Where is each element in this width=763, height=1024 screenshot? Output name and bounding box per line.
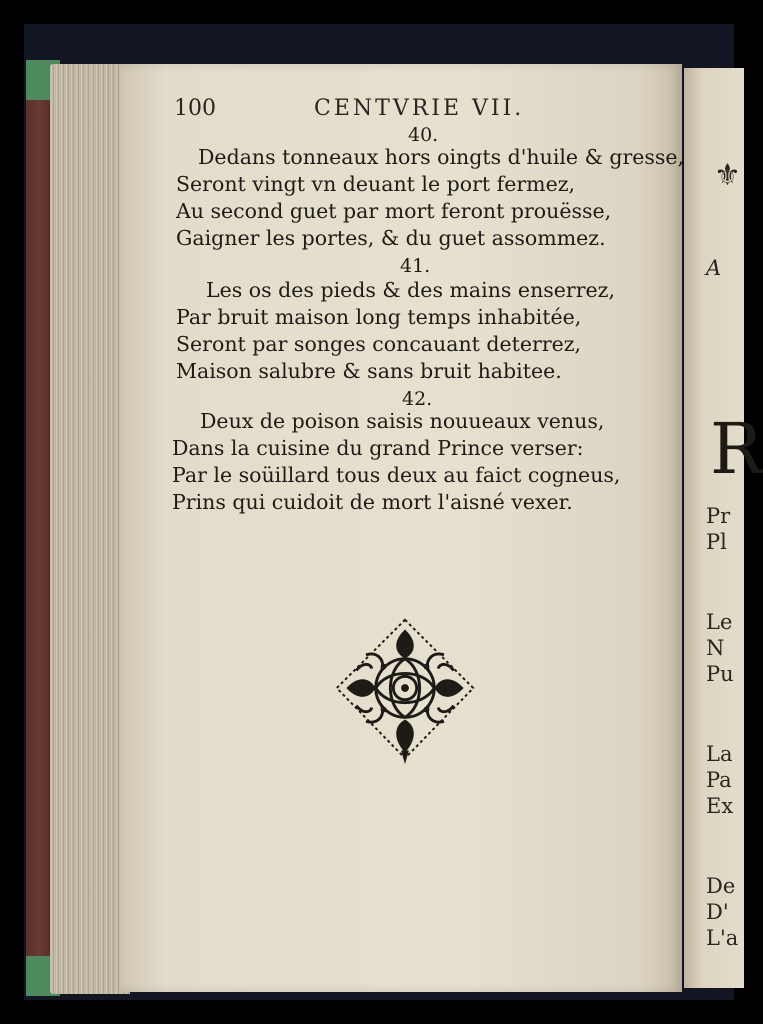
facing-page-fragment: Pa	[706, 768, 732, 792]
quatrain-number: 41.	[400, 255, 431, 277]
verse-line: Prins qui cuidoit de mort l'aisné vexer.	[172, 490, 573, 514]
facing-page-fragment: Pu	[706, 662, 734, 686]
quatrain-number: 40.	[408, 124, 439, 146]
facing-page-fragment: De	[706, 874, 736, 898]
verse-line: Deux de poison saisis nouueaux venus,	[200, 409, 605, 433]
facing-page-fragment: D'	[706, 900, 729, 924]
verse-line: Au second guet par mort feront prouësse,	[176, 199, 612, 223]
facing-page-fragment: N	[706, 636, 725, 660]
page-number: 100	[174, 96, 216, 121]
facing-page-fragment: La	[706, 742, 733, 766]
facing-page-fragment: Pl	[706, 530, 727, 554]
facing-page	[684, 68, 763, 988]
facing-page-fragment: Pr	[706, 504, 731, 528]
facing-page-drop-cap: R	[710, 408, 763, 490]
verse-line: Gaigner les portes, & du guet assommez.	[176, 226, 606, 250]
facing-page-fragment: A	[706, 256, 722, 280]
scanned-book-spread	[24, 24, 763, 1000]
verse-line: Par bruit maison long temps inhabitée,	[176, 305, 582, 329]
verse-line: Maison salubre & sans bruit habitee.	[176, 359, 562, 383]
verse-line: Dedans tonneaux hors oingts d'huile & gresse,	[198, 145, 685, 169]
verse-line: Seront par songes concauant deterrez,	[176, 332, 582, 356]
verse-line: Dans la cuisine du grand Prince verser:	[172, 436, 584, 460]
facing-page-fragment: Le	[706, 610, 733, 634]
verse-line: Seront vingt vn deuant le port fermez,	[176, 172, 576, 196]
chapter-title: CENTVRIE VII.	[314, 96, 525, 121]
verse-line: Par le soüillard tous deux au faict cogneus,	[172, 463, 621, 487]
quatrain-number: 42.	[402, 388, 433, 410]
page-edges	[50, 64, 130, 994]
facing-page-fleuron-icon: ⚜	[714, 158, 741, 193]
facing-page-fragment: Ex	[706, 794, 734, 818]
facing-page-fragment: L'a	[706, 926, 739, 950]
fleuron-ornament-icon	[326, 612, 484, 768]
verse-line: Les os des pieds & des mains enserrez,	[206, 278, 615, 302]
